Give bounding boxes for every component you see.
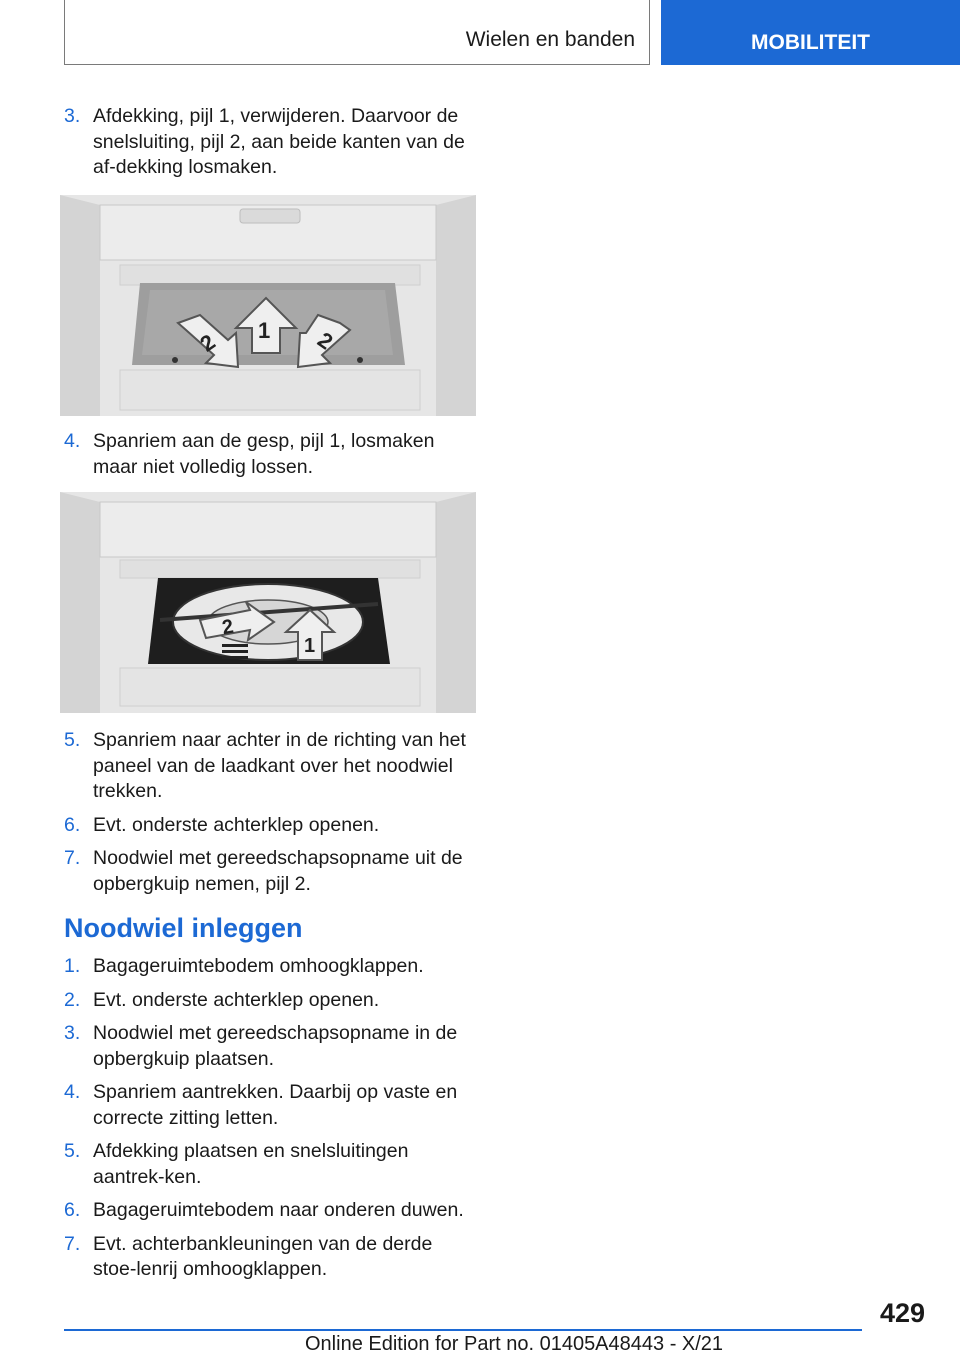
arrow-label: 2 [195, 329, 220, 357]
step-text: Noodwiel met gereedschapsopname in de opbergkuip plaatsen. [93, 1022, 458, 1070]
step-item [64, 1139, 480, 1190]
step-text: Afdekking, pijl 1, verwijderen. Daarvoor de snelsluiting, pijl 2, aan beide kanten van de af‐dekking losmaken. [93, 105, 465, 178]
step-text: Spanriem aantrekken. Daarbij op vaste en correcte zitting letten. [93, 1081, 458, 1129]
figure-strap-illustration [60, 492, 476, 713]
arrow-label: 1 [304, 635, 316, 657]
arrow-label: 2 [220, 615, 236, 640]
step-item [64, 988, 480, 1014]
page-number: 429 [880, 1298, 926, 1328]
footer-divider [64, 1329, 862, 1331]
step-item [64, 1021, 480, 1072]
step-number: 5. [64, 1140, 81, 1162]
header-chapter-tab[interactable]: MOBILITEIT [661, 0, 960, 65]
step-number: 2. [64, 988, 81, 1011]
step-number: 6. [64, 1199, 81, 1221]
header-section-title: Wielen en banden [465, 28, 635, 51]
header-section-box [64, 0, 650, 65]
steps-bottom [64, 728, 480, 897]
steps-top [64, 104, 480, 181]
step-number: 7. [64, 847, 81, 869]
step-text: Spanriem naar achter in de richting van het paneel van de laadkant over het noodwiel trekken. [93, 729, 466, 802]
step-text: Spanriem aan de gesp, pijl 1, losmaken maar niet volledig lossen. [93, 430, 435, 478]
steps-middle [64, 429, 480, 480]
step-number: 7. [64, 1232, 81, 1255]
step-number: 6. [64, 813, 81, 836]
step-number: 3. [64, 1022, 81, 1044]
step-item [64, 813, 480, 839]
step-item [64, 104, 480, 181]
section-steps [64, 954, 480, 1283]
step-item [64, 1198, 480, 1224]
figure-strap-release [60, 492, 476, 713]
step-item [64, 728, 480, 805]
step-text: Bagageruimtebodem omhoogklappen. [93, 955, 424, 977]
step-text: Evt. onderste achterklep openen. [93, 988, 380, 1011]
footer-edition: Online Edition for Part no. 01405A48443 - X/21 [305, 1333, 724, 1355]
section-title: Noodwiel inleggen [64, 913, 303, 943]
step-number: 4. [64, 1081, 81, 1103]
step-number: 5. [64, 729, 81, 751]
step-text: Afdekking plaatsen en snelsluitingen aantrek‐ken. [93, 1140, 409, 1188]
step-item [64, 1080, 480, 1131]
arrow-label: 2 [313, 326, 338, 355]
step-number: 1. [64, 955, 81, 977]
step-number: 3. [64, 105, 81, 127]
figure-cover-removal [60, 195, 476, 416]
step-text: Evt. onderste achterklep openen. [93, 813, 380, 836]
step-item [64, 954, 480, 980]
figure-cover-illustration [60, 195, 476, 416]
step-text: Noodwiel met gereedschapsopname uit de opbergkuip nemen, pijl 2. [93, 847, 463, 895]
step-item [64, 1232, 480, 1283]
step-text: Evt. achterbankleuningen van de derde stoe‐lenrij omhoogklappen. [93, 1232, 433, 1280]
step-item [64, 846, 480, 897]
step-text: Bagageruimtebodem naar onderen duwen. [93, 1199, 464, 1221]
arrow-label: 1 [258, 318, 271, 343]
step-number: 4. [64, 430, 81, 452]
step-item [64, 429, 480, 480]
